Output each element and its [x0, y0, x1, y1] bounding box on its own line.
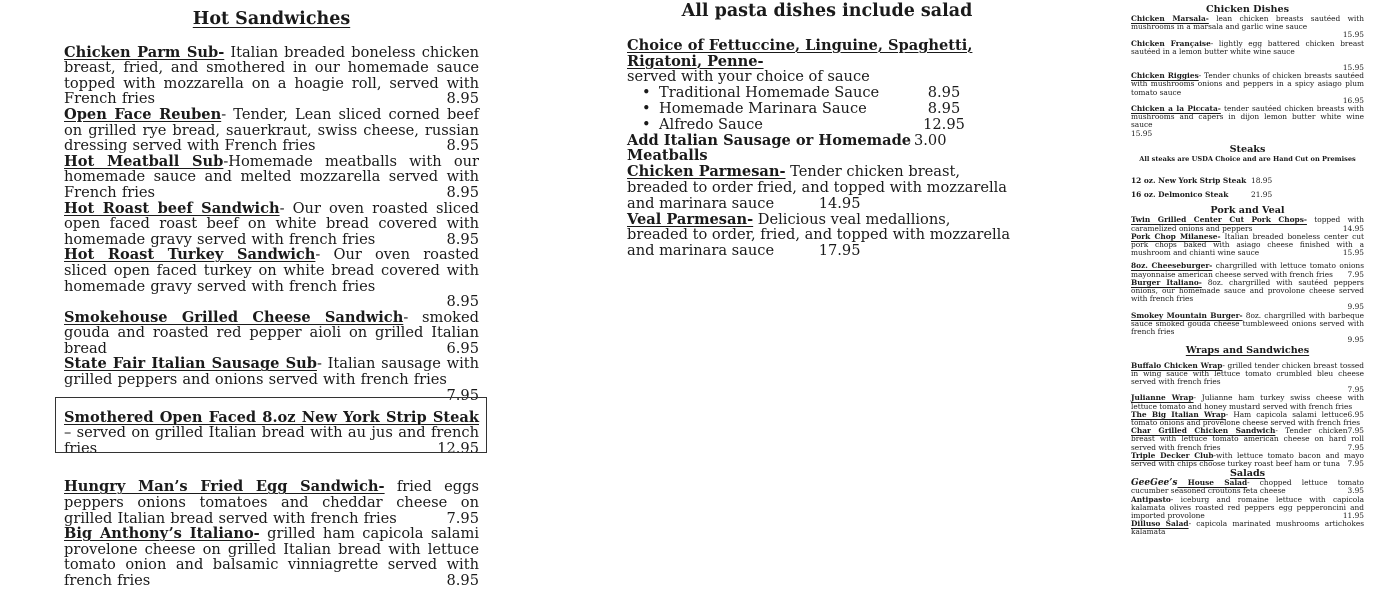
steaks-subtitle: All steaks are USDA Choice and are Hand Cut on Premises [1139, 154, 1356, 163]
item-price: 17.95 [818, 242, 861, 260]
item-price: 21.95 [1251, 190, 1273, 200]
item-desc: - capicola marinated mushrooms artichokes kalamata [1131, 519, 1365, 537]
item-desc: - grilled tender chicken breast tossed in wing sauce with lettuce tomato crumbled bleu cheese served with french fries [1131, 360, 1364, 386]
item-price: 12.95 [437, 439, 479, 457]
item-name: House Salad [1177, 478, 1248, 488]
menu-item [1131, 496, 1364, 521]
menu-item [64, 310, 479, 357]
item-price: 15.95 [1342, 63, 1364, 73]
item-name: Hungry Man’s Fried Egg Sandwich- [64, 478, 385, 496]
wraps-title: Wraps and Sandwiches [1185, 344, 1310, 356]
item-desc: - Italian sausage with grilled peppers and onions served with french fries [64, 355, 480, 389]
menu-item [1131, 15, 1364, 31]
item-name: 12 oz. New York Strip Steak [1131, 176, 1247, 186]
pasta-heading: Choice of Fettuccine, Linguine, Spaghetti, Rigatoni, Penne- [627, 36, 973, 70]
item-desc: - Our oven roasted sliced open faced turkey on white bread covered with homemade gravy served with french fries [64, 246, 479, 295]
item-desc: fried eggs peppers onions tomatoes and cheddar cheese on grilled Italian bread served with french fries [64, 478, 479, 527]
item-price: 11.95 [1342, 510, 1364, 520]
pasta-section [627, 1, 1017, 260]
item-price: 9.95 [1347, 302, 1364, 312]
menu-item [64, 107, 479, 154]
sauce-name: • Alfredo Sauce [659, 115, 763, 133]
item-name: The Big Italian Wrap [1131, 409, 1226, 419]
menu-item [1131, 427, 1364, 452]
item-desc: topped with caramelized onions and peppers [1131, 215, 1364, 233]
item-desc: - Ham capicola salami lettuce tomato onions and provelone cheese served with french fries [1131, 409, 1361, 427]
hot-sandwiches-section [64, 10, 479, 589]
item-name: Chicken Parmesan- [627, 163, 786, 181]
item-name: Twin Grilled Center Cut Pork Chops- [1131, 215, 1307, 225]
menu-item [1131, 279, 1364, 304]
entrees-section [1131, 4, 1364, 537]
item-price: 14.95 [1342, 223, 1364, 233]
steak-item [1131, 191, 1364, 199]
item-price: 7.95 [446, 509, 479, 527]
sauce-name: • Homemade Marinara Sauce [659, 99, 867, 117]
item-desc: - Tender chicken breast with lettuce tomato american cheese on hard roll served with french fries [1131, 426, 1364, 452]
item-name: Buffalo Chicken Wrap [1131, 360, 1223, 370]
item-desc: tender sautéed chicken breasts with mushrooms and capers in dijon lemon butter white wine sauce [1131, 104, 1364, 130]
item-price: 8.95 [446, 293, 479, 311]
menu-item [1131, 520, 1364, 536]
sauce-name: • Traditional Homemade Sauce [659, 84, 880, 102]
item-name: Veal Parmesan- [627, 210, 754, 228]
featured-box-border [55, 397, 487, 453]
item-price: 6.95 [446, 339, 479, 357]
item-desc: - Our oven roasted sliced open faced roast beef on white bread covered with homemade gravy served with french fries [64, 199, 480, 248]
item-desc: 8oz. chargrilled with barbeque sauce smoked gouda cheese tumbleweed onions served with french fries [1131, 310, 1364, 337]
sauce-item [627, 101, 1017, 117]
menu-item [627, 212, 1012, 259]
item-price: 8.95 [446, 230, 479, 248]
steak-item [1131, 177, 1364, 185]
item-name: Burger Italiano- [1131, 277, 1202, 287]
item-price: 7.95 [1347, 385, 1364, 395]
chicken-title: Chicken Dishes [1205, 4, 1289, 15]
item-name: Triple Decker Club [1131, 450, 1214, 460]
item-price: 6.95 [1347, 409, 1364, 419]
item-name: Smothered Open Faced 8.oz New York Strip Steak [64, 408, 479, 426]
item-desc: Delicious veal medallions, breaded to order, fried, and topped with mozzarella and marinara sauce [627, 210, 1011, 260]
item-name: 16 oz. Delmonico Steak [1131, 190, 1229, 200]
menu-item [1131, 312, 1364, 337]
item-price: 9.95 [1347, 335, 1364, 345]
section-title: Hot Sandwiches [192, 9, 351, 29]
item-price: 16.95 [1342, 95, 1364, 105]
section-title: All pasta dishes include salad [681, 1, 973, 21]
item-desc: -Homemade meatballs with our homemade sauce and melted mozzarella served with French fries [64, 152, 479, 201]
item-price: 7.95 [446, 386, 479, 404]
item-name: 8oz. Cheeseburger- [1131, 261, 1213, 271]
item-price: 18.95 [1251, 176, 1273, 186]
item-desc: lean chicken breasts sautéed with mushrooms in a marsala and garlic wine sauce [1131, 14, 1364, 32]
sauce-list [627, 85, 1017, 132]
menu-item [1131, 452, 1364, 468]
item-desc: Italian breaded boneless chicken breast, fried, and smothered in our homemade sauce topped with mozzarella on a hoagie roll, served with French fries [64, 43, 479, 108]
item-desc: – served on grilled Italian bread with au jus and french fries [64, 424, 479, 457]
item-name: Hot Roast Turkey Sandwich [64, 246, 316, 264]
brand-name: GeeGee’s [1131, 478, 1178, 489]
item-price: 7.95 [1347, 269, 1364, 279]
sauce-price: 12.95 [923, 115, 965, 133]
menu-item [64, 45, 479, 107]
menu-item [64, 479, 479, 526]
item-desc: grilled ham capicola salami provelone cheese on grilled Italian bread with lettuce tomato onion and balsamic vinniagrette served with french fries [64, 525, 479, 589]
sauce-price: 8.95 [927, 99, 961, 117]
menu-item [627, 164, 1012, 211]
menu-item [64, 201, 479, 248]
item-desc: - iceburg and romaine lettuce with capicola kalamata olives roasted red peppers egg pepperoncini and imported provolone [1131, 494, 1364, 520]
pasta-sub: served with your choice of sauce [627, 68, 870, 86]
menu-item [64, 355, 480, 404]
item-desc: - Tender chunks of chicken breasts sautéed with mushrooms onions and peppers in a spicy asiago plum tomato sauce [1131, 71, 1364, 97]
menu-item [1131, 216, 1364, 232]
sauce-price: 8.95 [927, 84, 961, 102]
item-name: Hot Meatball Sub [64, 152, 224, 170]
item-price: 15.95 [1131, 128, 1153, 138]
item-price: 3.95 [1347, 486, 1364, 496]
item-name: Antipasto [1131, 494, 1171, 504]
pork-title: Pork and Veal [1210, 205, 1285, 217]
sauce-item [627, 117, 1017, 133]
menu-item [1131, 362, 1364, 387]
pasta-choice [627, 38, 1017, 85]
item-price: 8.95 [446, 90, 479, 108]
menu-item [1131, 262, 1364, 278]
menu-item [1131, 105, 1364, 130]
item-name: Smokehouse Grilled Cheese Sandwich [64, 308, 404, 326]
item-desc: - chopped lettuce tomato cucumber seasoned croutons feta cheese [1131, 478, 1364, 496]
item-desc: Italian breaded boneless center cut pork chops baked with asiago cheese finished with a mushroom and chianti wine sauce [1131, 231, 1364, 258]
item-name: Big Anthony’s Italiano- [64, 525, 260, 543]
sauce-item [627, 85, 1017, 101]
item-desc: - Tender, Lean sliced corned beef on grilled rye bread, sauerkraut, swiss cheese, russian dressing served with French fries [64, 105, 479, 155]
item-name: Dilluso Salad [1131, 519, 1189, 529]
item-name: Chicken Française [1131, 38, 1211, 48]
item-desc: - Julianne ham turkey swiss cheese with lettuce tomato and honey mustard served with french fries [1131, 393, 1364, 411]
item-price: 7.95 [1347, 458, 1364, 468]
menu-item [64, 154, 479, 201]
addon-label: Add Italian Sausage or Homemade Meatballs [627, 131, 912, 165]
item-price: 15.95 [1342, 30, 1364, 40]
item-price: 8.95 [446, 183, 479, 201]
addon-price: 3.00 [914, 131, 947, 149]
steaks-title: Steaks [1229, 143, 1266, 155]
menu-item [64, 247, 479, 309]
addon-row [627, 133, 1017, 165]
item-name: Chicken a la Piccata- [1131, 104, 1221, 114]
item-desc: 8oz. chargrilled with sautéed peppers onions, our homemade sauce and provolone cheese served with french fries [1131, 277, 1364, 304]
item-name: Hot Roast beef Sandwich [64, 199, 280, 217]
menu-item [1131, 40, 1364, 56]
menu-item [1131, 479, 1364, 495]
item-name: Open Face Reuben [64, 105, 222, 123]
item-price: 7.95 [1347, 426, 1364, 436]
item-price: 14.95 [818, 194, 861, 212]
item-desc: - smoked gouda and roasted red pepper aioli on grilled Italian bread [64, 308, 479, 357]
item-desc: chargrilled with lettuce tomato onions mayonnaise american cheese served with french fries [1131, 261, 1364, 279]
item-price: 8.95 [446, 572, 479, 589]
item-name: Smokey Mountain Burger- [1131, 310, 1243, 320]
item-name: Julianne Wrap [1131, 393, 1194, 403]
item-desc: -with lettuce tomato bacon and mayo served with chips choose turkey roast beef ham or tuna [1131, 450, 1365, 468]
menu-item [1131, 72, 1364, 97]
menu-item [1131, 233, 1364, 258]
item-price: 15.95 [1342, 248, 1364, 258]
featured-menu-item [64, 410, 479, 457]
item-desc: Tender chicken breast, breaded to order fried, and topped with mozzarella and marinara sauce [627, 163, 1008, 212]
item-name: Chicken Parm Sub- [64, 43, 225, 61]
item-price: 8.95 [446, 137, 479, 155]
item-price: 7.95 [1347, 442, 1364, 452]
item-name: Chicken Marsala- [1131, 14, 1209, 23]
item-name: Char Grilled Chicken Sandwich [1131, 426, 1276, 436]
menu-item [64, 526, 479, 588]
salads-title: Salads [1229, 468, 1266, 480]
item-name: Chicken Riggies [1131, 71, 1199, 81]
item-desc: - lightly egg battered chicken breast sautéed in a lemon butter white wine sauce [1131, 38, 1365, 56]
item-name: State Fair Italian Sausage Sub [64, 355, 317, 373]
item-name: Pork Chop Milanese- [1131, 231, 1221, 241]
